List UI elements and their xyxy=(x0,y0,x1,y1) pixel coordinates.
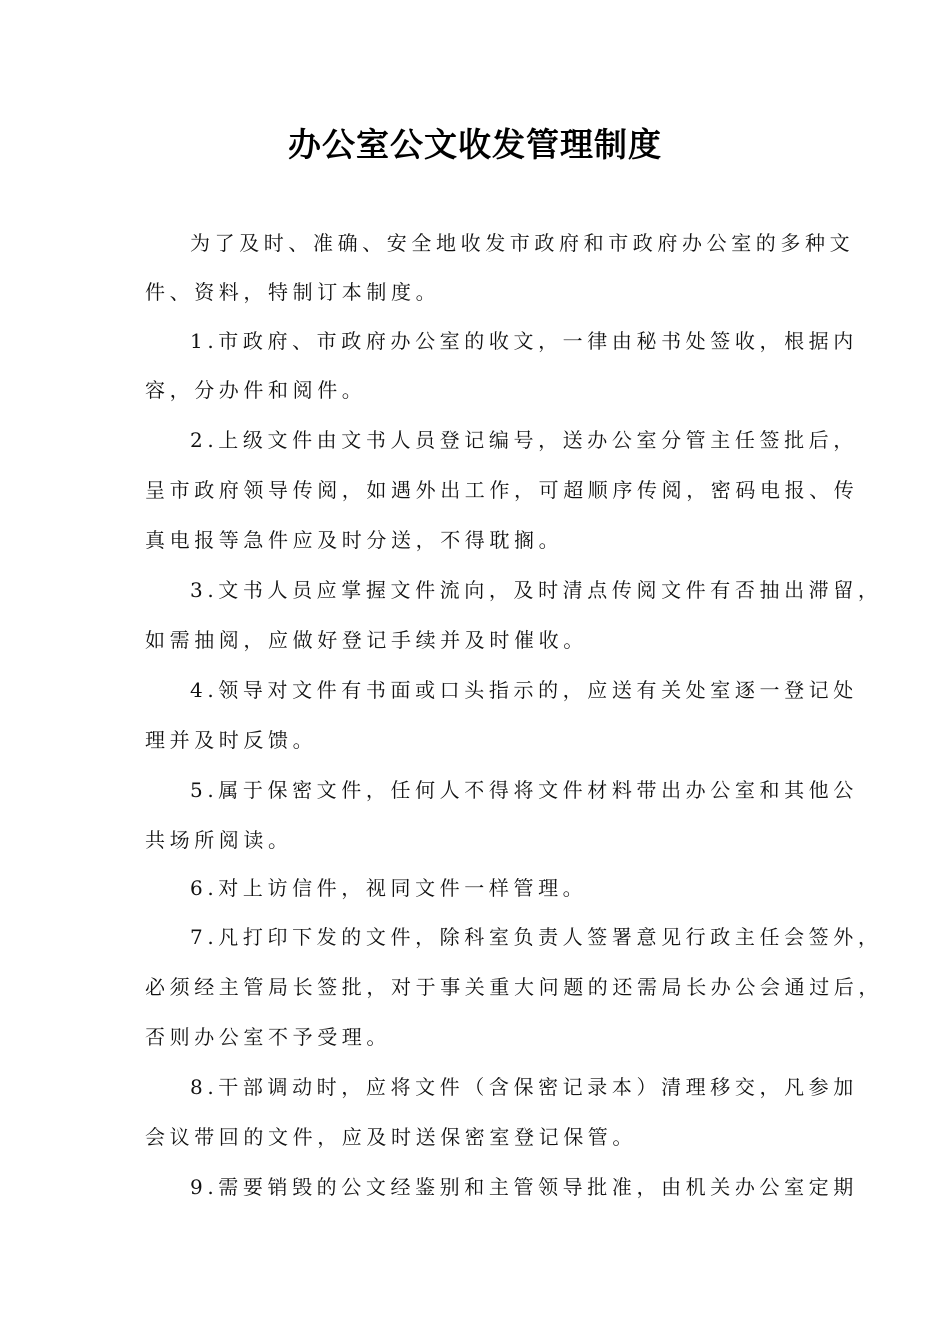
paragraph-line: 如需抽阅，应做好登记手续并及时催收。 xyxy=(145,628,588,652)
paragraph-first-line: 2.上级文件由文书人员登记编号，送办公室分管主任签批后， xyxy=(190,428,858,452)
document-title: 办公室公文收发管理制度 xyxy=(288,125,662,164)
paragraph-first-line: 5.属于保密文件，任何人不得将文件材料带出办公室和其他公 xyxy=(190,778,858,802)
paragraph-first-line: 为了及时、准确、安全地收发市政府和市政府办公室的多种文 xyxy=(190,231,855,255)
paragraph-line: 共场所阅读。 xyxy=(145,828,293,852)
paragraph-line: 否则办公室不予受理。 xyxy=(145,1025,391,1049)
paragraph-first-line: 7.凡打印下发的文件，除科室负责人签署意见行政主任会签外， xyxy=(190,925,883,949)
paragraph-line: 件、资料，特制订本制度。 xyxy=(145,280,441,304)
paragraph-line: 呈市政府领导传阅，如遇外出工作，可超顺序传阅，密码电报、传 xyxy=(145,478,859,502)
paragraph-first-line: 9.需要销毁的公文经鉴别和主管领导批准，由机关办公室定期 xyxy=(190,1175,858,1199)
paragraph-first-line: 1.市政府、市政府办公室的收文，一律由秘书处签收，根据内 xyxy=(190,329,858,353)
paragraph-first-line: 3.文书人员应掌握文件流向，及时清点传阅文件有否抽出滞留， xyxy=(190,578,883,602)
paragraph-line: 必须经主管局长签批，对于事关重大问题的还需局长办公会通过后， xyxy=(145,975,883,999)
paragraph-line: 容，分办件和阅件。 xyxy=(145,378,367,402)
paragraph-line: 会议带回的文件，应及时送保密室登记保管。 xyxy=(145,1125,637,1149)
paragraph-first-line: 6.对上访信件，视同文件一样管理。 xyxy=(190,876,588,900)
paragraph-first-line: 8.干部调动时，应将文件（含保密记录本）清理移交，凡参加 xyxy=(190,1075,858,1099)
paragraph-first-line: 4.领导对文件有书面或口头指示的，应送有关处室逐一登记处 xyxy=(190,678,858,702)
paragraph-line: 真电报等急件应及时分送，不得耽搁。 xyxy=(145,528,564,552)
paragraph-line: 理并及时反馈。 xyxy=(145,728,318,752)
